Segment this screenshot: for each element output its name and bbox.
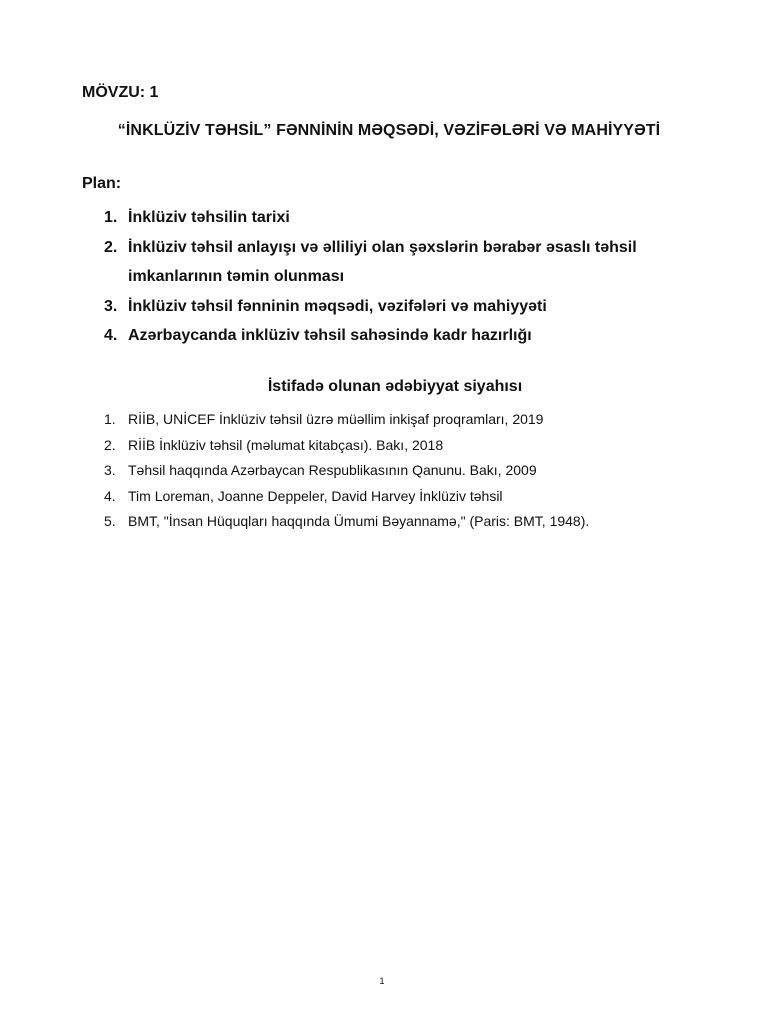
literature-item-text: RİİB İnklüziv təhsil (məlumat kitabçası). Bakı, 2018 — [128, 436, 444, 453]
plan-item — [104, 321, 724, 351]
literature-item — [104, 433, 704, 459]
literature-item — [104, 458, 704, 484]
topic-heading: MÖVZU: 1 — [82, 84, 159, 101]
plan-item — [104, 233, 724, 292]
plan-item-text: İnklüziv təhsil anlayışı və əlliliyi olan şəxslərin bərabər əsaslı təhsil imkanlarının təmin olunması — [128, 238, 637, 285]
literature-item-text: Tim Loreman, Joanne Deppeler, David Harvey İnklüziv təhsil — [128, 487, 503, 504]
literature-item — [104, 484, 704, 510]
literature-item-number: 1. — [104, 411, 116, 427]
literature-item-number: 4. — [104, 487, 116, 504]
literature-item-number: 3. — [104, 462, 116, 478]
plan-item-number: 3. — [104, 297, 118, 315]
literature-list — [104, 407, 704, 535]
literature-item-text: BMT, "İnsan Hüquqları haqqında Ümumi Bəyannamə," (Paris: BMT, 1948). — [128, 513, 590, 529]
literature-item-text: Təhsil haqqında Azərbaycan Respublikasının Qanunu. Bakı, 2009 — [128, 462, 537, 478]
plan-item-text: Azərbaycanda inklüziv təhsil sahəsində kadr hazırlığı — [128, 327, 532, 344]
plan-item-number: 1. — [104, 209, 118, 226]
literature-heading: İstifadə olunan ədəbiyyat siyahısı — [267, 378, 523, 395]
literature-item — [104, 407, 704, 433]
plan-item — [104, 292, 724, 322]
plan-label: Plan: — [82, 175, 122, 192]
plan-list — [104, 203, 724, 351]
literature-item-number: 5. — [104, 513, 116, 529]
plan-item-text: İnklüziv təhsil fənninin məqsədi, vəzifələri və mahiyyəti — [128, 297, 547, 315]
plan-item-number: 4. — [104, 327, 118, 344]
plan-item — [104, 203, 724, 233]
plan-item-number: 2. — [104, 238, 118, 256]
plan-item-text: İnklüziv təhsilin tarixi — [128, 209, 290, 226]
literature-item-number: 2. — [104, 436, 116, 453]
literature-item-text: RİİB, UNİCEF İnklüziv təhsil üzrə müəllim inkişaf proqramları, 2019 — [128, 411, 544, 427]
document-title: “İNKLÜZİV TƏHSİL” FƏNNİNİN MƏQSƏDİ, VƏZİFƏLƏRİ VƏ MAHİYYƏTİ — [117, 122, 661, 139]
page-number: 1 — [379, 976, 385, 986]
literature-item — [104, 509, 704, 535]
